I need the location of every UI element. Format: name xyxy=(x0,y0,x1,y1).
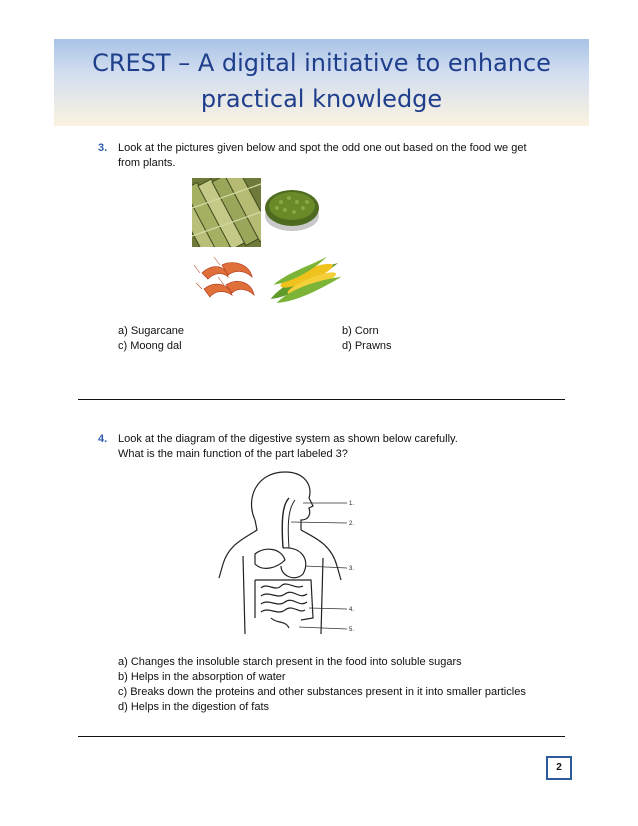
question-3 xyxy=(98,141,558,171)
diagram-label-2: 2. xyxy=(349,521,355,527)
question-4-options xyxy=(118,655,568,715)
section-divider xyxy=(78,399,565,400)
question-4 xyxy=(98,432,558,462)
question-4-text-line2: What is the main function of the part labeled 3? xyxy=(118,448,348,460)
question-3-options-left xyxy=(118,324,184,354)
page-number: 2 xyxy=(556,762,562,773)
header-title: CREST – A digital initiative to enhance practical knowledge xyxy=(92,49,551,113)
diagram-label-5: 5. xyxy=(349,627,355,633)
question-3-text-line1: Look at the pictures given below and spot the odd one out based on the food we get xyxy=(118,142,527,154)
diagram-label-3: 3. xyxy=(349,566,355,572)
corn-image xyxy=(264,255,344,305)
page-number-box xyxy=(546,756,572,780)
option-d[interactable]: d) Helps in the digestion of fats xyxy=(118,701,270,713)
option-c[interactable]: c) Breaks down the proteins and other substances present in it into smaller particles xyxy=(118,686,526,698)
option-a[interactable]: a) Changes the insoluble starch present in the food into soluble sugars xyxy=(118,656,462,668)
page-header xyxy=(54,39,589,126)
question-4-number: 4. xyxy=(98,433,108,445)
question-3-text-line2: from plants. xyxy=(118,157,176,169)
option-a[interactable]: a) Sugarcane xyxy=(118,325,185,337)
option-b[interactable]: b) Corn xyxy=(342,325,379,337)
moong-dal-image xyxy=(263,188,321,234)
prawns-image xyxy=(194,255,260,307)
question-3-options-right xyxy=(342,324,392,354)
digestive-system-diagram xyxy=(215,468,375,638)
sugarcane-image xyxy=(192,178,261,247)
section-divider xyxy=(78,736,565,737)
option-d[interactable]: d) Prawns xyxy=(342,340,392,352)
diagram-label-4: 4. xyxy=(349,607,355,613)
option-c[interactable]: c) Moong dal xyxy=(118,340,182,352)
question-3-number: 3. xyxy=(98,142,108,154)
question-4-text-line1: Look at the diagram of the digestive system as shown below carefully. xyxy=(118,433,458,445)
diagram-label-1: 1. xyxy=(349,501,355,507)
option-b[interactable]: b) Helps in the absorption of water xyxy=(118,671,286,683)
